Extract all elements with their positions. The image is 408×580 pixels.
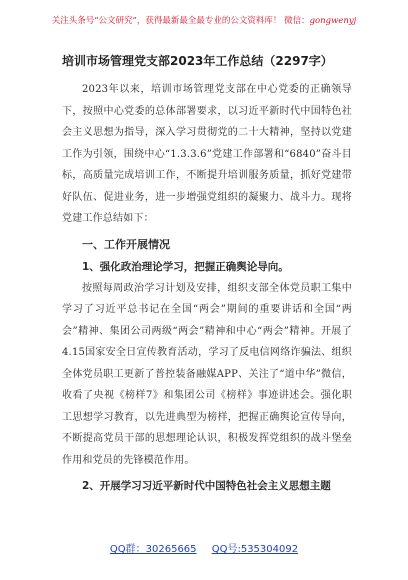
body-paragraph-1: 按照每周政治学习计划及安排，组织支部全体党员职工集中学习了习近平总书记在全国“两会”期间的重要讲话和全国“两会”精神、集团公司两级“两会”精神和中心“两会”精神。开展了4.15国家安全日宣传教育活动，学习了反电信网络诈骗法、组织全体党员职工更新了普控装备融媒APP、关注了“道中华”微信，收看了央视《榜样7》和集团公司《榜样》事迹讲述会。强化职工思想学习教育，以先进典型为榜样，把握正确舆论宣传导向，不断提高党员干部的思想理论认识，积极发挥党组织的战斗堡垒作用和党员的先锋模范作用。 — [62, 282, 352, 466]
document-body — [62, 79, 352, 497]
qq-number-link[interactable]: QQ号:535304092 — [211, 544, 299, 555]
subsection-heading-1: 1、强化政治理论学习，把握正确舆论导向。 — [82, 260, 289, 273]
document-title: 培训市场管理党支部2023年工作总结（2297字） — [62, 54, 333, 68]
section-heading-1: 一、工作开展情况 — [82, 237, 170, 251]
intro-paragraph: 2023年以来，培训市场管理党支部在中心党委的正确领导下，按照中心党委的总体部署要求，以习近平新时代中国特色社会主义思想为指导，深入学习贯彻党的二十大精神，坚持以党建工作为引领，围绕中心“1.3.3.6”党建工作部署和“6840”奋斗目标，高质量完成培训工作，不断提升培训服务质量，抓好党建带好队伍、促进业务，进一步增强党组织的凝聚力、战斗力。现将党建工作总结如下： — [62, 84, 352, 224]
footer-contacts — [0, 540, 408, 555]
banner-text: 关注头条号“公文研究”，获得最新最全最专业的公文资料库！ 微信： — [51, 16, 310, 26]
header-banner — [0, 14, 408, 26]
subsection-heading-2: 2、开展学习习近平新时代中国特色社会主义思想主题 — [82, 480, 331, 492]
qq-group-link[interactable]: QQ群：30265665 — [109, 544, 197, 555]
banner-wechat-id: gongwenyj — [309, 16, 357, 26]
